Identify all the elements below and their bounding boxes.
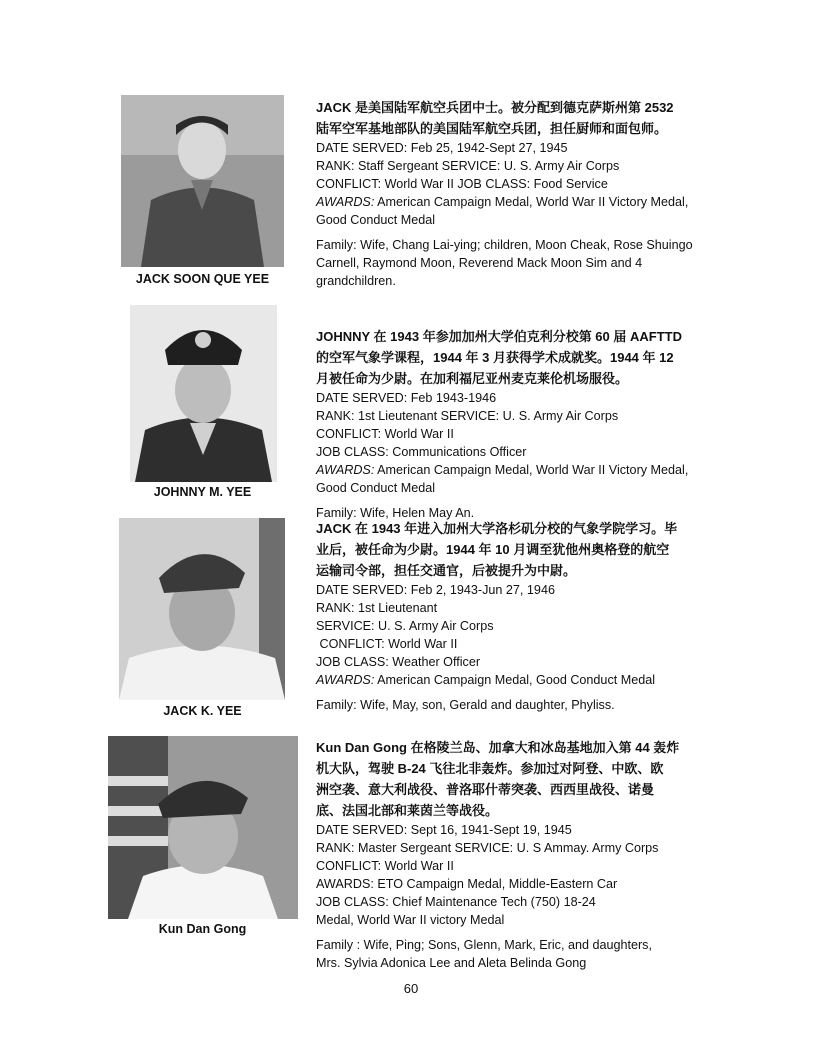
family-line: Carnell, Raymond Moon, Reverend Mack Moon Sim and 4	[316, 256, 643, 270]
awards-label: AWARDS:	[316, 673, 375, 687]
rank: RANK: 1st Lieutenant	[316, 601, 438, 615]
family	[316, 696, 736, 714]
caption-2: JOHNNY M. YEE	[153, 485, 252, 499]
awards-text: American Campaign Medal, Good Conduct Medal	[374, 673, 656, 687]
caption-1: JACK SOON QUE YEE	[135, 272, 270, 286]
rank-service: RANK: 1st Lieutenant SERVICE: U. S. Army Air Corps	[316, 409, 619, 423]
awards-text: American Campaign Medal, World War II Victory Medal,	[374, 195, 689, 209]
intro-line: 的空军气象学课程，1944 年 3 月获得学术成就奖。1944 年 12	[316, 350, 674, 365]
conflict: CONFLICT: World War II	[316, 427, 454, 441]
awards-continued: Medal, World War II victory Medal	[316, 913, 505, 927]
date-served: DATE SERVED: Feb 2, 1943-Jun 27, 1946	[316, 583, 555, 597]
photo-johnny-m-yee	[130, 305, 277, 482]
job-class: JOB CLASS: Chief Maintenance Tech (750) 18-24	[316, 895, 596, 909]
conflict: CONFLICT: World War II	[316, 859, 454, 873]
entry-2-intro	[316, 326, 736, 389]
intro-line: JACK 在 1943 年进入加州大学洛杉矶分校的气象学院学习。毕	[316, 521, 678, 536]
photo-jack-soon-que-yee	[121, 95, 284, 267]
awards-text: Good Conduct Medal	[316, 481, 436, 495]
entry-3-intro	[316, 518, 736, 581]
intro-line: 底、法国北部和莱茵兰等战役。	[316, 803, 499, 818]
family-line: Family : Wife, Ping; Sons, Glenn, Mark, Eric, and daughters,	[316, 938, 652, 952]
intro-line: 机大队，驾驶 B-24 飞往北非轰炸。参加过对阿登、中欧、欧	[316, 761, 664, 776]
job-class: JOB CLASS: Communications Officer	[316, 445, 527, 459]
awards	[316, 193, 736, 211]
date-served: DATE SERVED: Feb 1943-1946	[316, 391, 497, 405]
photo-kun-dan-gong	[108, 736, 298, 919]
date-served: DATE SERVED: Sept 16, 1941-Sept 19, 1945	[316, 823, 572, 837]
family-line: grandchildren.	[316, 274, 396, 288]
awards: AWARDS: ETO Campaign Medal, Middle-Eastern Car	[316, 877, 618, 891]
awards	[316, 671, 736, 689]
intro-line: 月被任命为少尉。在加利福尼亚州麦克莱伦机场服役。	[316, 371, 629, 386]
awards-label: AWARDS:	[316, 463, 375, 477]
caption-4: Kun Dan Gong	[158, 922, 247, 936]
awards-text: American Campaign Medal, World War II Victory Medal,	[374, 463, 689, 477]
intro-line: JACK 是美国陆军航空兵团中士。被分配到德克萨斯州第 2532	[316, 100, 674, 115]
rank-service: RANK: Staff Sergeant SERVICE: U. S. Army Air Corps	[316, 159, 620, 173]
intro-line: Kun Dan Gong 在格陵兰岛、加拿大和冰岛基地加入第 44 轰炸	[316, 740, 680, 755]
entry-4-intro	[316, 737, 736, 821]
entry-2-text	[316, 326, 736, 522]
photo-jack-k-yee	[119, 518, 285, 700]
service: SERVICE: U. S. Army Air Corps	[316, 619, 494, 633]
intro-line: 业后，被任命为少尉。1944 年 10 月调至犹他州奥格登的航空	[316, 542, 670, 557]
family-line: Family: Wife, Chang Lai-ying; children, Moon Cheak, Rose Shuingo	[316, 238, 693, 252]
job-class: JOB CLASS: Weather Officer	[316, 655, 481, 669]
entry-1-intro	[316, 97, 736, 139]
family-line: Family: Wife, May, son, Gerald and daughter, Phyliss.	[316, 698, 615, 712]
entry-4-text	[316, 737, 736, 972]
intro-line: 洲空袭、意大利战役、普洛耶什蒂突袭、西西里战役、诺曼	[316, 782, 655, 797]
rank-service: RANK: Master Sergeant SERVICE: U. S Ammay. Army Corps	[316, 841, 659, 855]
family	[316, 236, 736, 290]
conflict: CONFLICT: World War II	[316, 637, 458, 651]
page-number: 60	[403, 981, 419, 996]
date-served: DATE SERVED: Feb 25, 1942-Sept 27, 1945	[316, 141, 568, 155]
family	[316, 936, 736, 972]
awards-label: AWARDS:	[316, 195, 375, 209]
family-line: Family: Wife, Helen May An.	[316, 506, 475, 520]
entry-3-text	[316, 518, 736, 714]
intro-line: JOHNNY 在 1943 年参加加州大学伯克利分校第 60 届 AAFTTD	[316, 329, 682, 344]
intro-line: 运输司令部，担任交通官，后被提升为中尉。	[316, 563, 577, 578]
family-line: Mrs. Sylvia Adonica Lee and Aleta Belinda Gong	[316, 956, 587, 970]
intro-line: 陆军空军基地部队的美国陆军航空兵团，担任厨师和面包师。	[316, 121, 668, 136]
awards-text: Good Conduct Medal	[316, 213, 436, 227]
caption-3: JACK K. YEE	[163, 704, 242, 718]
awards	[316, 461, 736, 479]
conflict-jobclass: CONFLICT: World War II JOB CLASS: Food Service	[316, 177, 608, 191]
entry-1-text	[316, 97, 736, 290]
